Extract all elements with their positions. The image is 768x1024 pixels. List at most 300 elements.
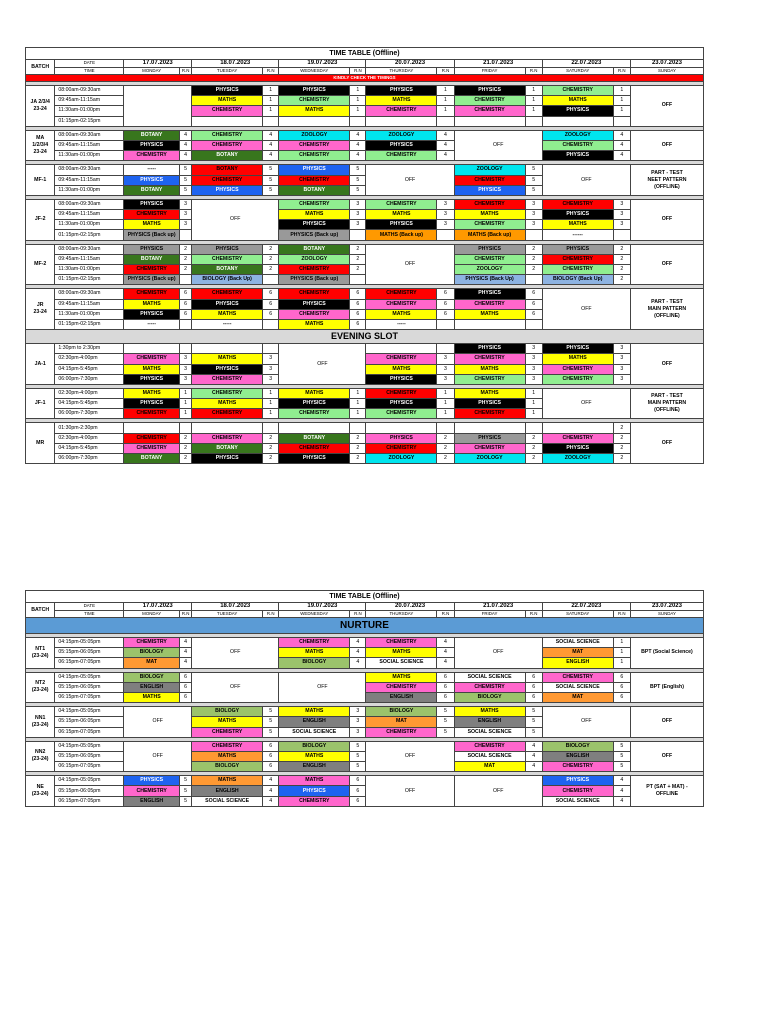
room-number: 1 — [263, 96, 279, 106]
subject-cell: CHEMISTRY — [279, 409, 350, 419]
room-number: 3 — [613, 354, 630, 364]
room-number — [613, 116, 630, 126]
room-number: 1 — [180, 409, 192, 419]
timetable-row — [26, 648, 704, 658]
time-slot: 09:45am-11:15am — [55, 254, 124, 264]
room-number: 6 — [437, 692, 454, 702]
room-number: 4 — [263, 130, 279, 140]
subject-cell: MATHS — [124, 388, 180, 398]
subject-cell: CHEMISTRY — [542, 86, 613, 96]
room-number: 4 — [180, 130, 192, 140]
subject-cell: MATHS — [279, 707, 350, 717]
room-number: 5 — [613, 741, 630, 751]
room-number: 6 — [437, 309, 454, 319]
header-row-days — [26, 610, 704, 618]
subject-cell — [279, 116, 350, 126]
room-number: 2 — [180, 244, 192, 254]
time-slot: 04:15pm-05:05pm — [55, 776, 124, 786]
room-number: 5 — [437, 707, 454, 717]
subject-cell: ENGLISH — [542, 751, 613, 761]
timetable-row — [26, 220, 704, 230]
subject-cell: PHYSICS — [366, 399, 437, 409]
day-tue: TUESDAY — [192, 610, 263, 618]
room-number: 2 — [350, 244, 366, 254]
subject-cell: BIOLOGY — [542, 741, 613, 751]
room-number: 4 — [263, 140, 279, 150]
subject-cell — [366, 423, 437, 433]
subject-cell: CHEMISTRY — [366, 443, 437, 453]
time-slot: 06:15pm-07:05pm — [55, 727, 124, 737]
timetable-row — [26, 454, 704, 464]
subject-cell: PHYSICS — [366, 140, 437, 150]
timetable-row — [26, 151, 704, 161]
subject-cell: PHYSICS — [542, 151, 613, 161]
room-number — [263, 319, 279, 329]
room-number: 1 — [613, 106, 630, 116]
room-number — [437, 116, 454, 126]
subject-cell: BOTANY — [192, 443, 263, 453]
rn-header: R.N — [263, 610, 279, 618]
room-number: 6 — [437, 672, 454, 682]
date-wed: 19.07.2023 — [279, 60, 366, 68]
subject-cell: CHEMISTRY — [192, 289, 263, 299]
timetable-row — [26, 199, 704, 209]
room-number: 3 — [437, 199, 454, 209]
room-number: 2 — [263, 454, 279, 464]
subject-cell: CHEMISTRY — [279, 199, 350, 209]
time-slot: 09:45am-11:15am — [55, 210, 124, 220]
room-number: 6 — [263, 309, 279, 319]
subject-cell: CHEMISTRY — [454, 175, 525, 185]
subject-cell: ZOOLOGY — [454, 265, 525, 275]
room-number — [180, 319, 192, 329]
subject-cell: CHEMISTRY — [192, 727, 263, 737]
subject-cell: PHYSICS — [366, 374, 437, 384]
batch-name: JA 2/3/4 23-24 — [26, 86, 55, 127]
time-slot: 06:00pm-7:30pm — [55, 374, 124, 384]
room-number: 1 — [613, 96, 630, 106]
rn-header: R.N — [180, 67, 192, 75]
subject-cell: PHYSICS — [542, 210, 613, 220]
subject-cell: ----- — [366, 319, 437, 329]
day-thu: THURSDAY — [366, 610, 437, 618]
subject-cell: CHEMISTRY — [542, 433, 613, 443]
subject-cell: CHEMISTRY — [124, 265, 180, 275]
subject-cell: BOTANY — [279, 244, 350, 254]
rn-header: R.N — [525, 67, 542, 75]
subject-cell: BOTANY — [192, 265, 263, 275]
room-number: 6 — [350, 786, 366, 796]
time-slot: 04:15pm-5:45pm — [55, 399, 124, 409]
room-number: 2 — [525, 244, 542, 254]
subject-cell: CHEMISTRY — [454, 299, 525, 309]
room-number: 2 — [613, 265, 630, 275]
subject-cell: CHEMISTRY — [192, 374, 263, 384]
date-sat: 22.07.2023 — [542, 60, 630, 68]
subject-cell: MATHS — [366, 309, 437, 319]
subject-cell: BIOLOGY — [124, 672, 180, 682]
subject-cell: CHEMISTRY — [124, 638, 180, 648]
subject-cell: CHEMISTRY — [279, 140, 350, 150]
time-slot: 01:15pm-02:15pm — [55, 319, 124, 329]
date-thu: 20.07.2023 — [366, 60, 454, 68]
subject-cell: MATHS — [454, 364, 525, 374]
timetable-row — [26, 433, 704, 443]
room-number: 5 — [263, 727, 279, 737]
subject-cell: ----- — [124, 165, 180, 175]
time-slot: 01:15pm-02:15pm — [55, 275, 124, 285]
room-number — [613, 230, 630, 240]
evening-slot-row — [26, 330, 704, 344]
room-number: 5 — [350, 762, 366, 772]
room-number: 6 — [613, 682, 630, 692]
time-slot: 08:00am-09:30am — [55, 244, 124, 254]
room-number: 5 — [613, 762, 630, 772]
room-number: 4 — [437, 638, 454, 648]
room-number: 3 — [613, 364, 630, 374]
subject-cell: BIOLOGY — [366, 707, 437, 717]
date-fri: 21.07.2023 — [454, 60, 542, 68]
subject-cell: PHYSICS — [192, 454, 263, 464]
room-number: 1 — [350, 106, 366, 116]
subject-cell: PHYSICS — [279, 454, 350, 464]
room-number: 2 — [350, 454, 366, 464]
subject-cell: BIOLOGY — [279, 658, 350, 668]
subject-cell: CHEMISTRY — [192, 433, 263, 443]
room-number: 1 — [437, 106, 454, 116]
timetable-row — [26, 344, 704, 354]
room-number: 5 — [525, 165, 542, 175]
subject-cell: CHEMISTRY — [542, 364, 613, 374]
batch-name: NN2 (23-24) — [26, 741, 55, 772]
time-header: TIME — [55, 610, 124, 618]
day-fri: FRIDAY — [454, 67, 525, 75]
date-sun: 23.07.2023 — [630, 603, 703, 611]
room-number: 4 — [613, 151, 630, 161]
room-number — [350, 116, 366, 126]
day-sat: SATURDAY — [542, 67, 613, 75]
room-number: 4 — [263, 796, 279, 806]
timetable-row — [26, 423, 704, 433]
time-slot: 02:30pm-4:00pm — [55, 433, 124, 443]
sunday-cell: BPT (English) — [630, 672, 703, 703]
sunday-cell: BPT (Social Science) — [630, 638, 703, 669]
nurture-banner: NURTURE — [26, 618, 704, 634]
off-cell: OFF — [279, 672, 366, 703]
room-number: 3 — [437, 364, 454, 374]
subject-cell: CHEMISTRY — [454, 443, 525, 453]
room-number: 3 — [525, 354, 542, 364]
off-cell: OFF — [366, 776, 454, 807]
room-number: 5 — [525, 175, 542, 185]
subject-cell: PHYSICS — [454, 399, 525, 409]
room-number: 4 — [525, 741, 542, 751]
subject-cell: ZOOLOGY — [279, 254, 350, 264]
sunday-cell: OFF — [630, 707, 703, 738]
room-number: 2 — [180, 265, 192, 275]
subject-cell: MATHS — [366, 672, 437, 682]
time-slot: 05:15pm-06:05pm — [55, 717, 124, 727]
time-slot: 08:00am-09:30am — [55, 289, 124, 299]
subject-cell: CHEMISTRY — [124, 443, 180, 453]
room-number: 3 — [437, 220, 454, 230]
room-number — [525, 423, 542, 433]
room-number: 3 — [180, 210, 192, 220]
timetable-row — [26, 165, 704, 175]
timetable-row — [26, 786, 704, 796]
subject-cell: ZOOLOGY — [366, 454, 437, 464]
time-slot: 05:15pm-06:05pm — [55, 648, 124, 658]
batch-name: NN1 (23-24) — [26, 707, 55, 738]
subject-cell: CHEMISTRY — [279, 289, 350, 299]
room-number: 5 — [437, 717, 454, 727]
room-number: 4 — [437, 648, 454, 658]
timetable-row — [26, 388, 704, 398]
room-number: 4 — [180, 638, 192, 648]
subject-cell: PHYSICS — [192, 185, 263, 195]
subject-cell: MAT — [542, 648, 613, 658]
subject-cell: BIOLOGY (Back Up) — [192, 275, 263, 285]
room-number: 2 — [437, 454, 454, 464]
room-number: 6 — [180, 309, 192, 319]
subject-cell: BIOLOGY — [192, 762, 263, 772]
sunday-cell: OFF — [630, 423, 703, 464]
subject-cell: MATHS — [542, 220, 613, 230]
room-number: 2 — [180, 454, 192, 464]
subject-cell: MATHS — [279, 776, 350, 786]
batch-name: NT1 (23-24) — [26, 638, 55, 669]
time-slot: 11:30am-01:00pm — [55, 185, 124, 195]
time-slot: 04:15pm-05:05pm — [55, 741, 124, 751]
subject-cell: CHEMISTRY — [279, 796, 350, 806]
room-number: 6 — [437, 289, 454, 299]
room-number: 5 — [525, 707, 542, 717]
off-cell: OFF — [124, 741, 192, 772]
time-slot: 01:30pm-2:30pm — [55, 423, 124, 433]
subject-cell: CHEMISTRY — [542, 140, 613, 150]
subject-cell: MATHS — [279, 106, 350, 116]
subject-cell: SOCIAL SCIENCE — [192, 796, 263, 806]
subject-cell: PHYSICS (Back up) — [279, 230, 350, 240]
subject-cell: CHEMISTRY — [542, 374, 613, 384]
room-number: 1 — [350, 399, 366, 409]
room-number: 5 — [525, 185, 542, 195]
room-number: 4 — [613, 140, 630, 150]
room-number: 2 — [613, 443, 630, 453]
room-number: 4 — [350, 648, 366, 658]
header-row-dates — [26, 603, 704, 611]
time-slot: 08:00am-09:30am — [55, 130, 124, 140]
timetable-offline-main — [25, 47, 704, 464]
time-slot: 04:15pm-05:05pm — [55, 707, 124, 717]
subject-cell: PHYSICS — [542, 106, 613, 116]
subject-cell: MAT — [542, 692, 613, 702]
room-number: 2 — [350, 433, 366, 443]
room-number: 5 — [350, 751, 366, 761]
subject-cell: MATHS — [192, 776, 263, 786]
room-number: 3 — [613, 220, 630, 230]
room-number: 4 — [437, 140, 454, 150]
room-number — [350, 275, 366, 285]
batch-name: JF-1 — [26, 388, 55, 419]
subject-cell: PHYSICS (Back up) — [279, 275, 350, 285]
subject-cell: BOTANY — [124, 185, 180, 195]
room-number — [350, 230, 366, 240]
time-slot: 06:00pm-7:30pm — [55, 454, 124, 464]
room-number: 2 — [525, 265, 542, 275]
time-slot: 02:30pm-4:00pm — [55, 354, 124, 364]
room-number: 1 — [437, 388, 454, 398]
subject-cell: PHYSICS — [279, 165, 350, 175]
room-number: 4 — [613, 796, 630, 806]
timetable-row — [26, 254, 704, 264]
subject-cell: ZOOLOGY — [279, 130, 350, 140]
room-number: 3 — [350, 220, 366, 230]
room-number: 1 — [525, 409, 542, 419]
subject-cell: MATHS — [366, 364, 437, 374]
room-number: 6 — [350, 319, 366, 329]
subject-cell: BIOLOGY — [124, 648, 180, 658]
subject-cell — [454, 116, 525, 126]
date-mon: 17.07.2023 — [124, 603, 192, 611]
room-number — [263, 344, 279, 354]
time-slot: 06:15pm-07:05pm — [55, 796, 124, 806]
subject-cell: MATHS — [192, 399, 263, 409]
room-number — [437, 423, 454, 433]
timetable-row — [26, 86, 704, 96]
timetable-row — [26, 443, 704, 453]
room-number — [263, 275, 279, 285]
subject-cell: CHEMISTRY — [454, 682, 525, 692]
subject-cell: PHYSICS — [192, 86, 263, 96]
subject-cell: PHYSICS — [279, 220, 350, 230]
subject-cell: MATHS — [279, 751, 350, 761]
room-number: 2 — [263, 433, 279, 443]
subject-cell: ZOOLOGY — [542, 454, 613, 464]
subject-cell: SOCIAL SCIENCE — [454, 751, 525, 761]
rn-header: R.N — [437, 67, 454, 75]
time-slot: 05:15pm-06:05pm — [55, 786, 124, 796]
room-number: 2 — [437, 433, 454, 443]
subject-cell: SOCIAL SCIENCE — [542, 796, 613, 806]
subject-cell: MATHS — [279, 388, 350, 398]
subject-cell: CHEMISTRY — [454, 220, 525, 230]
time-slot: 06:15pm-07:05pm — [55, 692, 124, 702]
room-number: 5 — [180, 786, 192, 796]
timetable-row — [26, 776, 704, 786]
day-mon: MONDAY — [124, 67, 180, 75]
timetable-offline-nurture — [25, 590, 704, 807]
room-number: 4 — [263, 776, 279, 786]
room-number: 2 — [263, 265, 279, 275]
subject-cell: CHEMISTRY — [454, 199, 525, 209]
subject-cell: CHEMISTRY — [192, 388, 263, 398]
room-number: 6 — [350, 776, 366, 786]
room-number: 2 — [350, 443, 366, 453]
off-cell: OFF — [542, 289, 630, 330]
room-number: 6 — [437, 682, 454, 692]
batch-name: MF-1 — [26, 165, 55, 196]
subject-cell: CHEMISTRY — [542, 199, 613, 209]
subject-cell: CHEMISTRY — [279, 151, 350, 161]
room-number: 3 — [525, 374, 542, 384]
sunday-cell: OFF — [630, 199, 703, 240]
subject-cell — [192, 344, 263, 354]
subject-cell — [542, 116, 613, 126]
room-number: 4 — [613, 776, 630, 786]
subject-cell: ZOOLOGY — [542, 130, 613, 140]
subject-cell: CHEMISTRY — [279, 96, 350, 106]
room-number — [263, 423, 279, 433]
rn-header: R.N — [437, 610, 454, 618]
off-cell: OFF — [454, 776, 542, 807]
room-number: 1 — [613, 658, 630, 668]
room-number: 5 — [350, 185, 366, 195]
room-number: 5 — [263, 165, 279, 175]
room-number: 1 — [525, 388, 542, 398]
subject-cell: PHYSICS — [366, 220, 437, 230]
room-number: 1 — [613, 638, 630, 648]
room-number: 3 — [350, 707, 366, 717]
subject-cell: CHEMISTRY — [366, 638, 437, 648]
room-number: 2 — [350, 265, 366, 275]
room-number: 5 — [263, 185, 279, 195]
room-number: 4 — [437, 130, 454, 140]
subject-cell: BIOLOGY (Back Up) — [542, 275, 613, 285]
room-number: 2 — [350, 254, 366, 264]
subject-cell: MATHS — [366, 210, 437, 220]
subject-cell: CHEMISTRY — [366, 299, 437, 309]
room-number: 3 — [263, 354, 279, 364]
day-thu: THURSDAY — [366, 67, 437, 75]
off-cell: OFF — [366, 741, 454, 772]
subject-cell: BOTANY — [124, 454, 180, 464]
subject-cell: ZOOLOGY — [454, 165, 525, 175]
room-number: 3 — [525, 364, 542, 374]
room-number — [525, 230, 542, 240]
room-number: 4 — [437, 151, 454, 161]
room-number: 5 — [263, 707, 279, 717]
room-number: 6 — [525, 309, 542, 319]
time-slot: 11:30am-01:00pm — [55, 151, 124, 161]
subject-cell: BIOLOGY — [454, 692, 525, 702]
time-slot: 09:45am-11:15am — [55, 299, 124, 309]
subject-cell: BOTANY — [279, 185, 350, 195]
subject-cell: SOCIAL SCIENCE — [454, 727, 525, 737]
subject-cell: MATHS — [454, 388, 525, 398]
rn-header: R.N — [613, 67, 630, 75]
room-number: 6 — [263, 289, 279, 299]
date-sun: 23.07.2023 — [630, 60, 703, 68]
time-slot: 08:00am-09:30am — [55, 165, 124, 175]
subject-cell: PHYSICS — [124, 309, 180, 319]
room-number: 1 — [263, 388, 279, 398]
subject-cell: PHYSICS — [454, 433, 525, 443]
subject-cell: PHYSICS — [454, 86, 525, 96]
off-cell: OFF — [124, 707, 192, 738]
room-number: 1 — [350, 86, 366, 96]
room-number: 3 — [525, 344, 542, 354]
room-number: 1 — [263, 409, 279, 419]
room-number: 6 — [263, 299, 279, 309]
subject-cell: CHEMISTRY — [279, 443, 350, 453]
room-number: 4 — [525, 762, 542, 772]
subject-cell: PHYSICS — [124, 175, 180, 185]
subject-cell: CHEMISTRY — [366, 199, 437, 209]
notice-banner: KINDLY CHECK THE TIMINGS — [26, 75, 704, 82]
subject-cell: ENGLISH — [454, 717, 525, 727]
subject-cell: PHYSICS — [192, 244, 263, 254]
